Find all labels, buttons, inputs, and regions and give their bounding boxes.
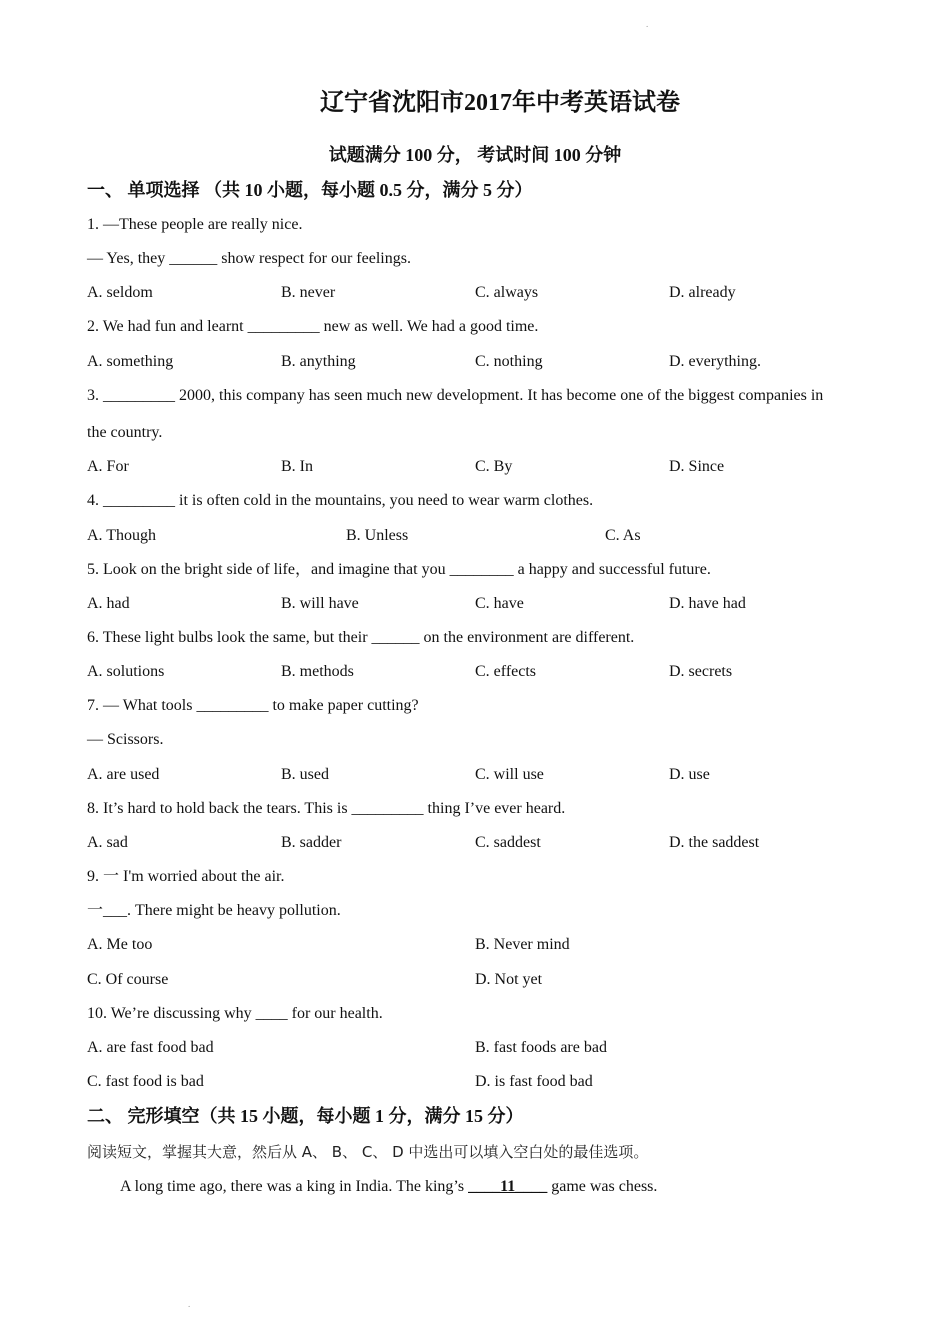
question-9-reply: 一___. There might be heavy pollution. <box>87 902 341 919</box>
exam-info: 试题满分 100 分， 考试时间 100 分钟 <box>328 145 622 165</box>
q5-option-b: B. will have <box>281 595 359 612</box>
q4-option-c: C. As <box>605 527 641 544</box>
q1-option-d: D. already <box>669 284 736 301</box>
q4-option-a: A. Though <box>87 527 157 544</box>
q5-option-a: A. had <box>87 595 130 612</box>
q9-option-c: C. Of course <box>87 971 169 988</box>
q1-option-b: B. never <box>281 284 336 301</box>
q8-option-c: C. saddest <box>475 834 541 851</box>
q10-option-a: A. are fast food bad <box>87 1039 214 1056</box>
question-2-stem: 2. We had fun and learnt _________ new as well. We had a good time. <box>87 318 539 335</box>
cloze-instruction: 阅读短文，掌握其大意，然后从 A、 B、 C、 D 中选出可以填入空白处的最佳选项。 <box>87 1143 649 1161</box>
question-1-stem: 1. —These people are really nice. <box>87 216 303 233</box>
q5-option-d: D. have had <box>669 595 746 612</box>
question-6-stem: 6. These light bulbs look the same, but their ______ on the environment are different. <box>87 629 635 646</box>
q7-option-d: D. use <box>669 766 710 783</box>
q10-option-d: D. is fast food bad <box>475 1073 593 1090</box>
q6-option-c: C. effects <box>475 663 537 680</box>
q6-option-b: B. methods <box>281 663 354 680</box>
q4-option-b: B. Unless <box>346 527 409 544</box>
q2-option-d: D. everything. <box>669 353 761 370</box>
question-3-stem: 3. _________ 2000, this company has seen much new development. It has become one of the biggest companies in <box>87 387 824 404</box>
question-9-stem: 9. 一 I'm worried about the air. <box>87 868 285 885</box>
q1-option-a: A. seldom <box>87 284 153 301</box>
q3-option-b: B. In <box>281 458 313 475</box>
page-title: 辽宁省沈阳市2017年中考英语试卷 <box>320 90 680 116</box>
q9-option-b: B. Never mind <box>475 936 570 953</box>
q7-option-b: B. used <box>281 766 329 783</box>
top-mark: . <box>646 19 649 29</box>
passage-text-after: game was chess. <box>547 1178 658 1195</box>
q8-option-d: D. the saddest <box>669 834 760 851</box>
cloze-passage <box>120 1175 657 1199</box>
q2-option-c: C. nothing <box>475 353 543 370</box>
question-10-stem: 10. We’re discussing why ____ for our health. <box>87 1005 383 1022</box>
bottom-mark: . <box>188 1299 191 1309</box>
passage-text-before: A long time ago, there was a king in India. The king’s <box>120 1178 469 1195</box>
q3-option-d: D. Since <box>669 458 725 475</box>
q5-option-c: C. have <box>475 595 524 612</box>
q6-option-d: D. secrets <box>669 663 733 680</box>
q9-option-d: D. Not yet <box>475 971 543 988</box>
q1-option-c: C. always <box>475 284 539 301</box>
q7-option-a: A. are used <box>87 766 160 783</box>
cloze-blank-11: ____11____ <box>468 1178 548 1195</box>
question-4-stem: 4. _________ it is often cold in the mountains, you need to wear warm clothes. <box>87 492 594 509</box>
section-1-heading: 一、 单项选择 （共 10 小题，每小题 0.5 分，满分 5 分） <box>87 180 533 200</box>
question-1-reply: — Yes, they ______ show respect for our feelings. <box>87 250 411 267</box>
question-7-reply: — Scissors. <box>87 731 164 748</box>
question-7-stem: 7. — What tools _________ to make paper cutting? <box>87 697 419 714</box>
question-8-stem: 8. It’s hard to hold back the tears. This is _________ thing I’ve ever heard. <box>87 800 566 817</box>
q8-option-b: B. sadder <box>281 834 342 851</box>
q10-option-c: C. fast food is bad <box>87 1073 204 1090</box>
q2-option-a: A. something <box>87 353 174 370</box>
q7-option-c: C. will use <box>475 766 544 783</box>
q6-option-a: A. solutions <box>87 663 165 680</box>
question-3-stem-cont: the country. <box>87 424 163 441</box>
q3-option-a: A. For <box>87 458 129 475</box>
q3-option-c: C. By <box>475 458 513 475</box>
question-5-stem: 5. Look on the bright side of life，and imagine that you ________ a happy and successful future. <box>87 561 711 578</box>
section-2-heading: 二、 完形填空（共 15 小题，每小题 1 分，满分 15 分） <box>87 1106 524 1126</box>
q8-option-a: A. sad <box>87 834 128 851</box>
q9-option-a: A. Me too <box>87 936 153 953</box>
q2-option-b: B. anything <box>281 353 356 370</box>
q10-option-b: B. fast foods are bad <box>475 1039 607 1056</box>
